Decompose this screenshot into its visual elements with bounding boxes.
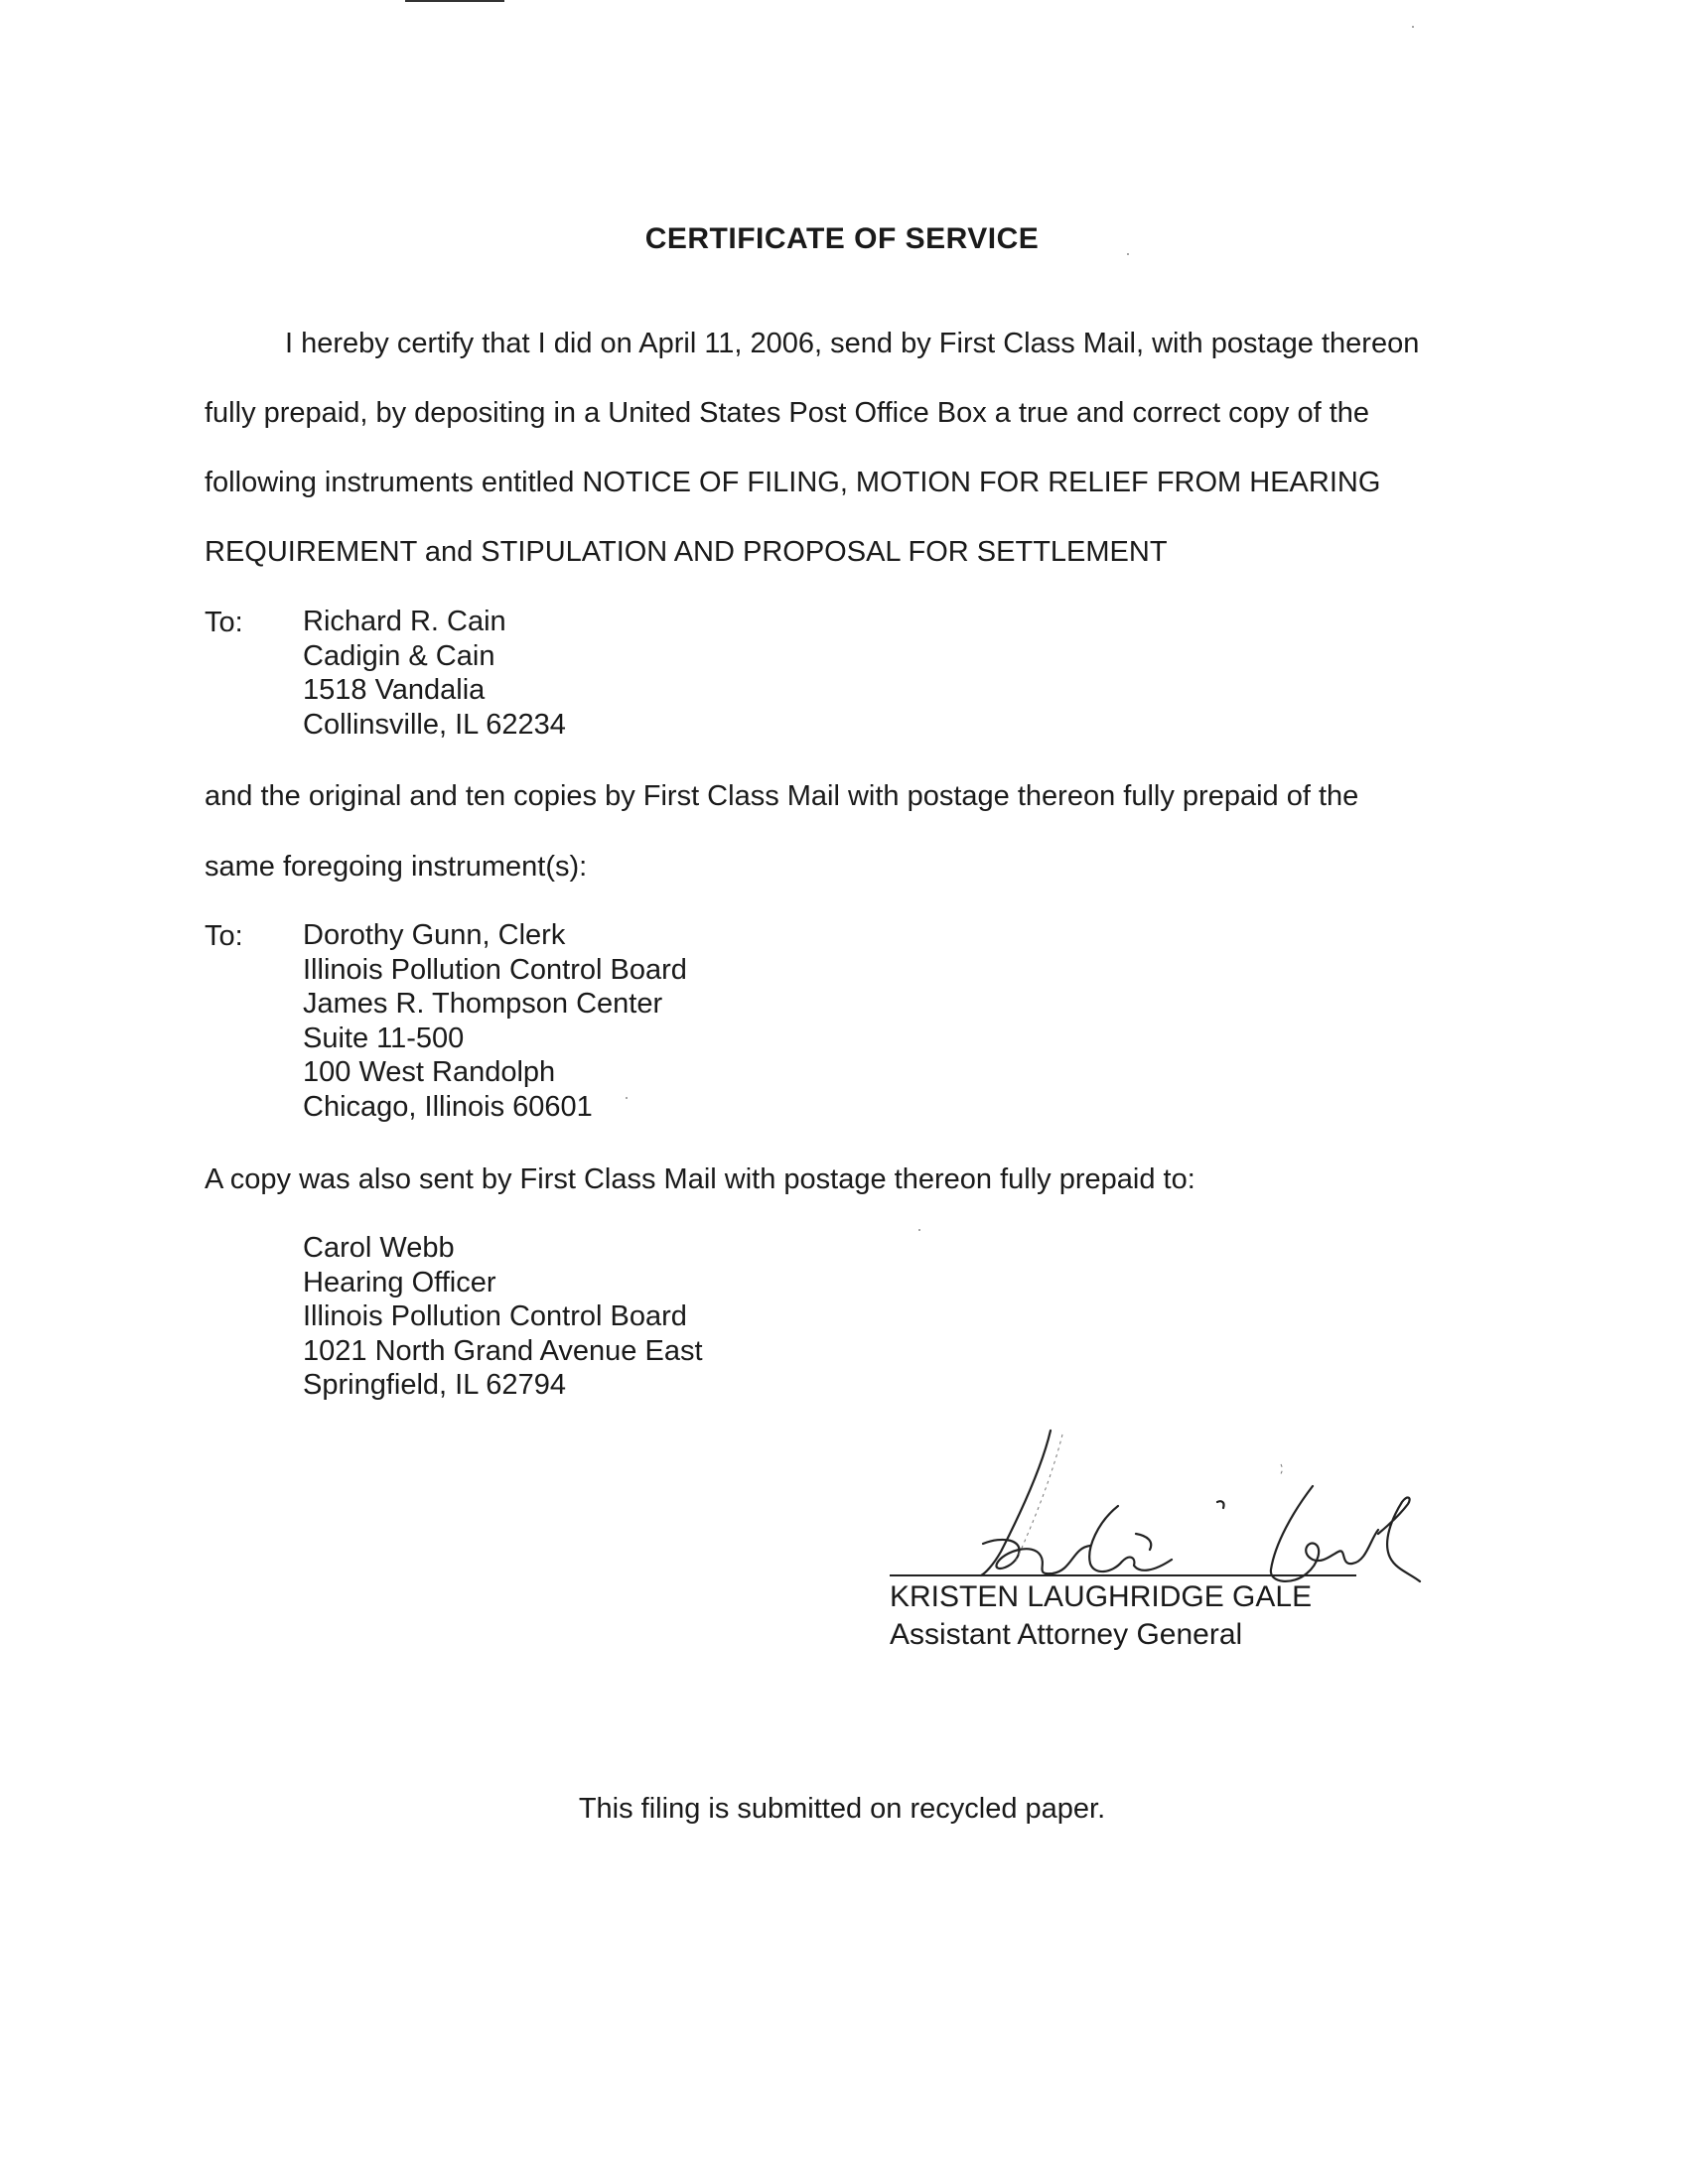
recipient2-line: 100 West Randolph — [303, 1056, 556, 1088]
paragraph1-line-2: fully prepaid, by depositing in a United States Post Office Box a true and correct copy of the — [205, 397, 1370, 429]
paragraph3-line: A copy was also sent by First Class Mail with postage thereon fully prepaid to: — [205, 1163, 1195, 1195]
recipient3-line: Springfield, IL 62794 — [303, 1369, 566, 1401]
recipient1-address — [303, 605, 566, 742]
recipient2-line: Dorothy Gunn, Clerk — [303, 919, 566, 951]
recipient2-line: Chicago, Illinois 60601 — [303, 1090, 593, 1123]
recipient1-line: Cadigin & Cain — [303, 639, 495, 672]
recipient2-address — [303, 918, 687, 1124]
signer-block — [890, 1578, 1312, 1654]
recycled-paper-note: This filing is submitted on recycled paper. — [578, 1793, 1106, 1825]
recipient1-line: 1518 Vandalia — [303, 674, 486, 706]
document-title: CERTIFICATE OF SERVICE — [644, 222, 1040, 255]
to-label-1: To: — [205, 607, 243, 638]
paragraph1-line-1: I hereby certify that I did on April 11, 2006, send by First Class Mail, with postage thereon — [285, 328, 1420, 359]
recipient2-line: Illinois Pollution Control Board — [303, 953, 687, 986]
top-scan-rule — [405, 0, 504, 2]
recipient3-line: Hearing Officer — [303, 1266, 496, 1298]
paragraph2-line-2: same foregoing instrument(s): — [205, 851, 588, 883]
paragraph1-line-4: REQUIREMENT and STIPULATION AND PROPOSAL FOR SETTLEMENT — [205, 536, 1168, 568]
recipient3-address — [303, 1231, 703, 1403]
to-label-2: To: — [205, 920, 243, 952]
handwritten-signature — [923, 1425, 1440, 1603]
paragraph2-line-1: and the original and ten copies by First Class Mail with postage thereon fully prepaid of the — [205, 780, 1359, 812]
signer-title: Assistant Attorney General — [890, 1618, 1243, 1651]
scan-speck — [1412, 26, 1414, 28]
recipient3-line: 1021 North Grand Avenue East — [303, 1334, 703, 1367]
recipient3-line: Illinois Pollution Control Board — [303, 1300, 687, 1332]
signer-name: KRISTEN LAUGHRIDGE GALE — [890, 1580, 1313, 1613]
recipient3-line: Carol Webb — [303, 1232, 455, 1264]
recipient2-line: Suite 11-500 — [303, 1022, 465, 1054]
recipient1-line: Richard R. Cain — [303, 606, 506, 637]
recipient1-line: Collinsville, IL 62234 — [303, 708, 566, 741]
signature-line — [890, 1574, 1356, 1576]
scan-speck — [918, 1229, 920, 1231]
recipient2-line: James R. Thompson Center — [303, 988, 663, 1020]
paragraph1-line-3: following instruments entitled NOTICE OF FILING, MOTION FOR RELIEF FROM HEARING — [205, 467, 1381, 498]
